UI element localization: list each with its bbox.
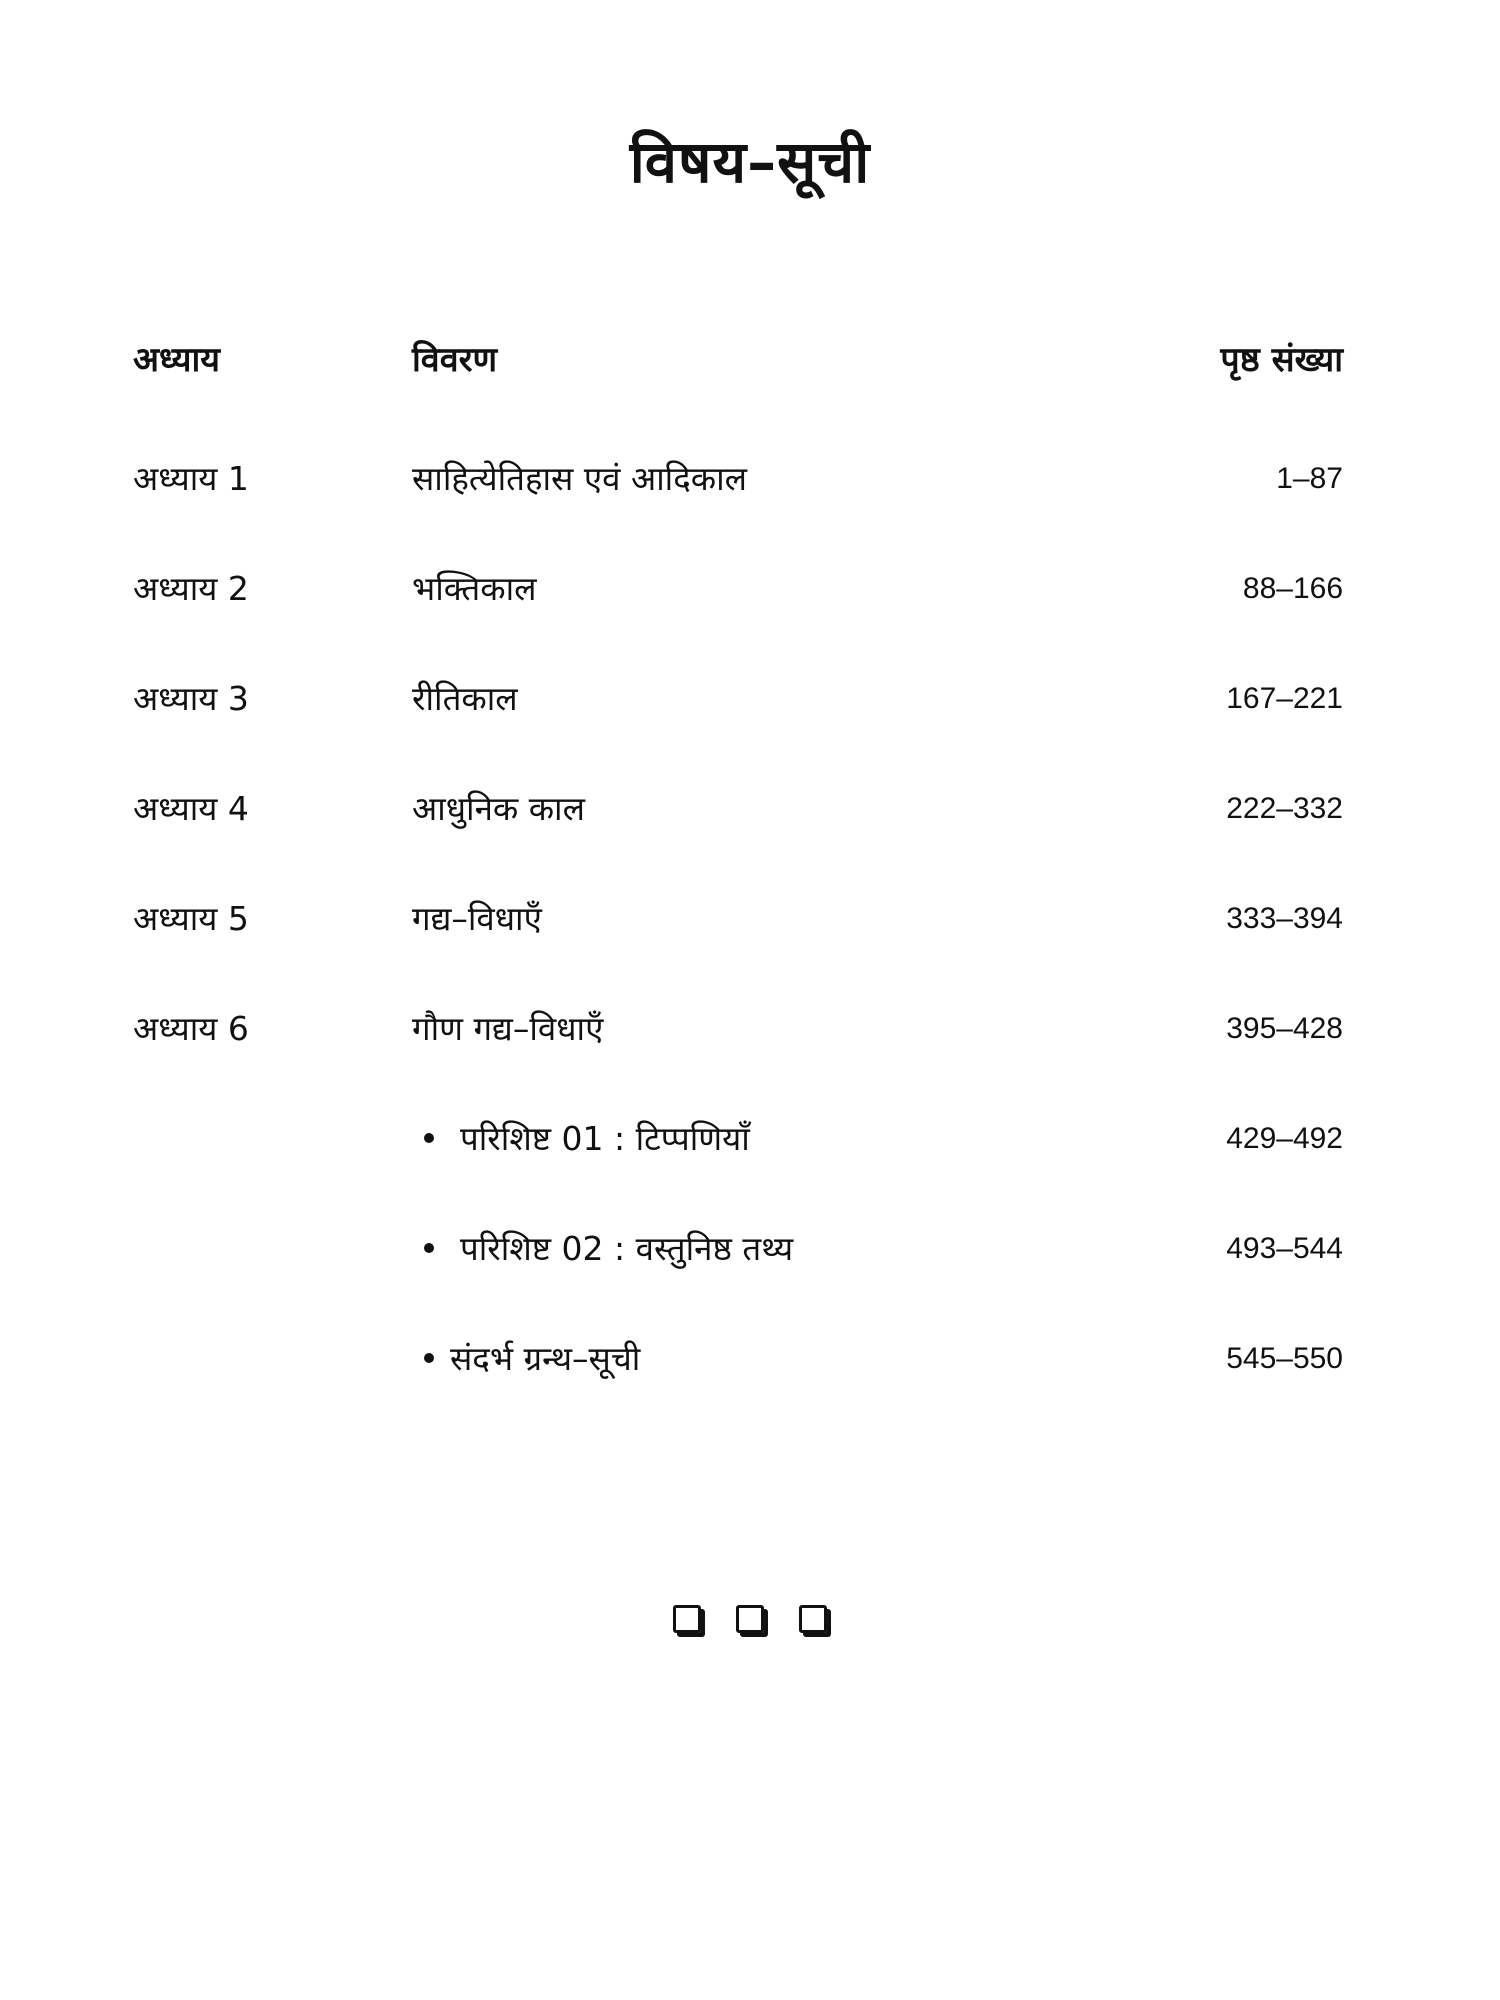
header-chapter: अध्याय [133,340,221,380]
toc-row-chapter-3 [0,669,1500,729]
chapter-pages: 395–428 [1226,1012,1343,1045]
chapter-description: साहित्येतिहास एवं आदिकाल [412,459,748,498]
chapter-pages: 88–166 [1242,572,1343,605]
appendix-description-wrap [424,1109,750,1169]
toc-header-row [0,330,1500,390]
chapter-label: अध्याय 6 [133,1009,249,1048]
chapter-label: अध्याय 5 [133,899,249,938]
bullet-icon [424,1243,434,1253]
toc-row-bibliography [0,1329,1500,1389]
end-of-section-marks [0,1605,1500,1637]
chapter-description: रीतिकाल [412,679,518,718]
appendix-pages: 429–492 [1226,1122,1343,1155]
square-box-icon [799,1605,827,1633]
appendix-description: परिशिष्ट 01 : टिप्पणियाँ [460,1119,750,1158]
chapter-description: गौण गद्य–विधाएँ [412,1009,604,1048]
toc-row-chapter-1 [0,449,1500,509]
appendix-description-wrap [424,1219,793,1279]
chapter-label: अध्याय 4 [133,789,249,828]
toc-row-chapter-6 [0,999,1500,1059]
bullet-icon [424,1353,434,1363]
page-title: विषय–सूची [629,128,871,196]
square-box-icon [736,1605,764,1633]
chapter-description: गद्य–विधाएँ [412,899,542,938]
header-description: विवरण [412,340,498,380]
appendix-description: परिशिष्ट 02 : वस्तुनिष्ठ तथ्य [460,1229,794,1268]
toc-row-chapter-2 [0,559,1500,619]
toc-row-chapter-5 [0,889,1500,949]
bibliography-pages: 545–550 [1226,1342,1343,1375]
bibliography-description-wrap [424,1329,640,1389]
chapter-pages: 1–87 [1276,462,1343,495]
toc-row-appendix-1 [0,1109,1500,1169]
header-page-number: पृष्ठ संख्या [1220,340,1343,380]
chapter-pages: 167–221 [1226,682,1343,715]
toc-row-chapter-4 [0,779,1500,839]
square-box-icon [673,1605,701,1633]
chapter-label: अध्याय 2 [133,569,249,608]
bullet-icon [424,1133,434,1143]
chapter-description: भक्तिकाल [412,569,537,608]
appendix-pages: 493–544 [1226,1232,1343,1265]
chapter-description: आधुनिक काल [412,789,585,828]
chapter-pages: 222–332 [1226,792,1343,825]
chapter-label: अध्याय 3 [133,679,249,718]
chapter-pages: 333–394 [1226,902,1343,935]
chapter-label: अध्याय 1 [133,459,249,498]
bibliography-description: संदर्भ ग्रन्थ–सूची [450,1339,641,1378]
toc-row-appendix-2 [0,1219,1500,1279]
